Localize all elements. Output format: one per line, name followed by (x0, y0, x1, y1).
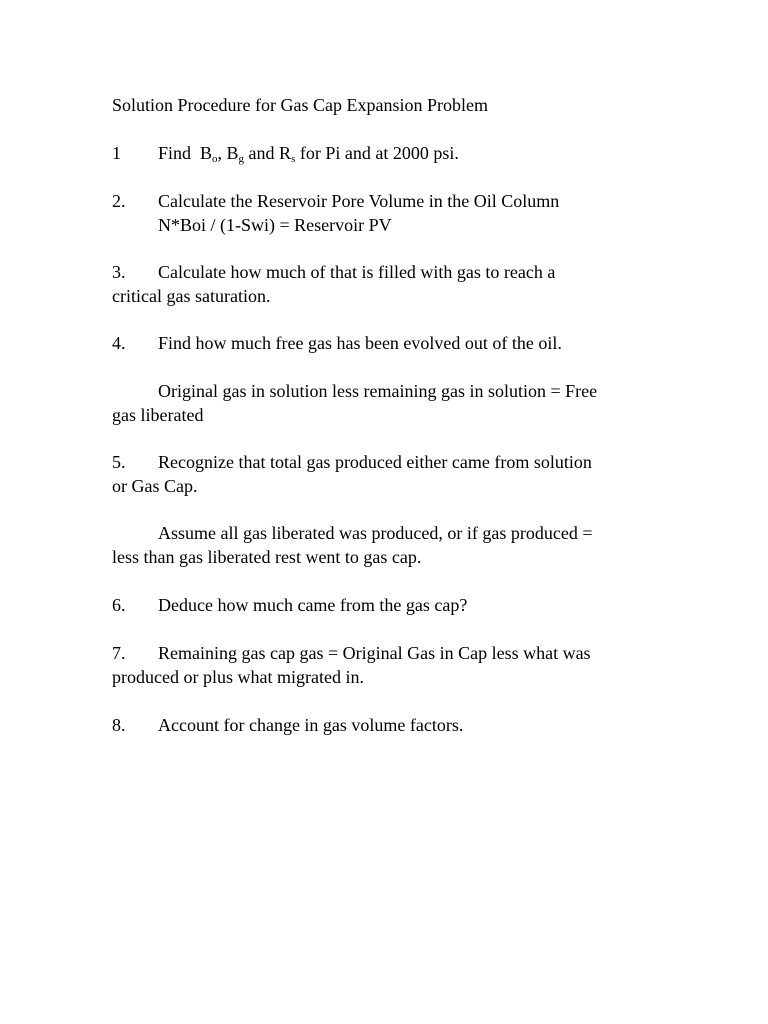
step-8-text: Account for change in gas volume factors. (158, 715, 464, 735)
step-5-note (112, 521, 657, 569)
step-6-number: 6. (112, 595, 126, 615)
step-2-formula: N*Boi / (1-Swi) = Reservoir PV (158, 215, 392, 235)
step-5-note-text-continued: less than gas liberated rest went to gas cap. (112, 547, 422, 567)
step-8-number: 8. (112, 715, 126, 735)
step-8 (112, 713, 657, 737)
page-title: Solution Procedure for Gas Cap Expansion Problem (112, 95, 488, 115)
step-3-text: Calculate how much of that is filled with gas to reach a (158, 262, 556, 282)
step-5-text: Recognize that total gas produced either came from solution (158, 452, 592, 472)
step-3 (112, 260, 657, 308)
step-3-number: 3. (112, 262, 126, 282)
bg-symbol: $B_g$ (226, 143, 245, 165)
step-2-text: Calculate the Reservoir Pore Volume in the Oil Column (158, 191, 560, 211)
rs-symbol: $R_s$ (279, 143, 296, 165)
step-2 (112, 189, 657, 237)
step-4-number: 4. (112, 333, 126, 353)
step-1-number: 1 (112, 143, 121, 163)
step-1-find: Find (158, 143, 192, 163)
step-4-note-text: Original gas in solution less remaining gas in solution = Free (158, 381, 598, 401)
step-5-text-continued: or Gas Cap. (112, 476, 198, 496)
step-7 (112, 641, 657, 689)
step-1: 1 Find $B_o$, $B_g$ and $R_s$ for Pi and at 2000 psi. (112, 143, 459, 165)
step-4 (112, 331, 657, 355)
step-6 (112, 593, 657, 617)
step-2-number: 2. (112, 191, 126, 211)
step-5-note-text: Assume all gas liberated was produced, or if gas produced = (158, 523, 593, 543)
step-6-text: Deduce how much came from the gas cap? (158, 595, 468, 615)
step-3-text-continued: critical gas saturation. (112, 286, 271, 306)
step-4-note-text-continued: gas liberated (112, 405, 204, 425)
step-1-text: for Pi and at 2000 psi. (299, 143, 459, 163)
bo-symbol: $B_o$ (200, 143, 218, 165)
step-5-number: 5. (112, 452, 126, 472)
step-5 (112, 450, 657, 498)
step-4-note (112, 379, 657, 427)
step-4-text: Find how much free gas has been evolved out of the oil. (158, 333, 562, 353)
step-7-text: Remaining gas cap gas = Original Gas in Cap less what was (158, 643, 591, 663)
step-7-text-continued: produced or plus what migrated in. (112, 667, 364, 687)
step-7-number: 7. (112, 643, 126, 663)
